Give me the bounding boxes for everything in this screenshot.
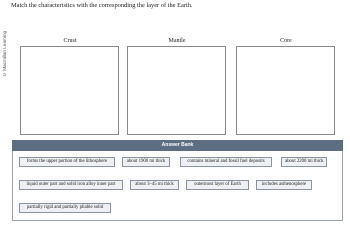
column-header-crust: Crust (63, 38, 77, 44)
drop-zone-crust[interactable] (20, 46, 119, 135)
drop-zone-core[interactable] (236, 46, 335, 135)
answer-chip[interactable]: forms the upper portion of the lithosphere (19, 157, 115, 167)
question-instruction: Match the characteristics with the corresponding the layer of the Earth. (11, 2, 193, 9)
answer-bank-title: Answer Bank (12, 140, 343, 151)
answer-chip[interactable]: liquid outer part and solid iron alloy inner part (19, 180, 123, 190)
copyright-watermark: © Macmillan Learning (2, 30, 7, 77)
column-header-mantle: Mantle (168, 38, 186, 44)
answer-chip[interactable]: outermost layer of Earth (186, 180, 249, 190)
answer-chip[interactable]: partially rigid and partially pliable solid (19, 203, 111, 213)
answer-chip[interactable]: about 3–45 mi thick (130, 180, 179, 190)
answer-chip[interactable]: contains mineral and fossil fuel deposits (180, 157, 272, 167)
answer-chip[interactable]: about 2200 mi thick (281, 157, 327, 167)
answer-chip[interactable]: about 1900 mi thick (122, 157, 170, 167)
answer-chip[interactable]: includes asthenosphere (256, 180, 312, 190)
drop-zone-mantle[interactable] (127, 46, 226, 135)
column-header-core: Core (280, 38, 292, 44)
